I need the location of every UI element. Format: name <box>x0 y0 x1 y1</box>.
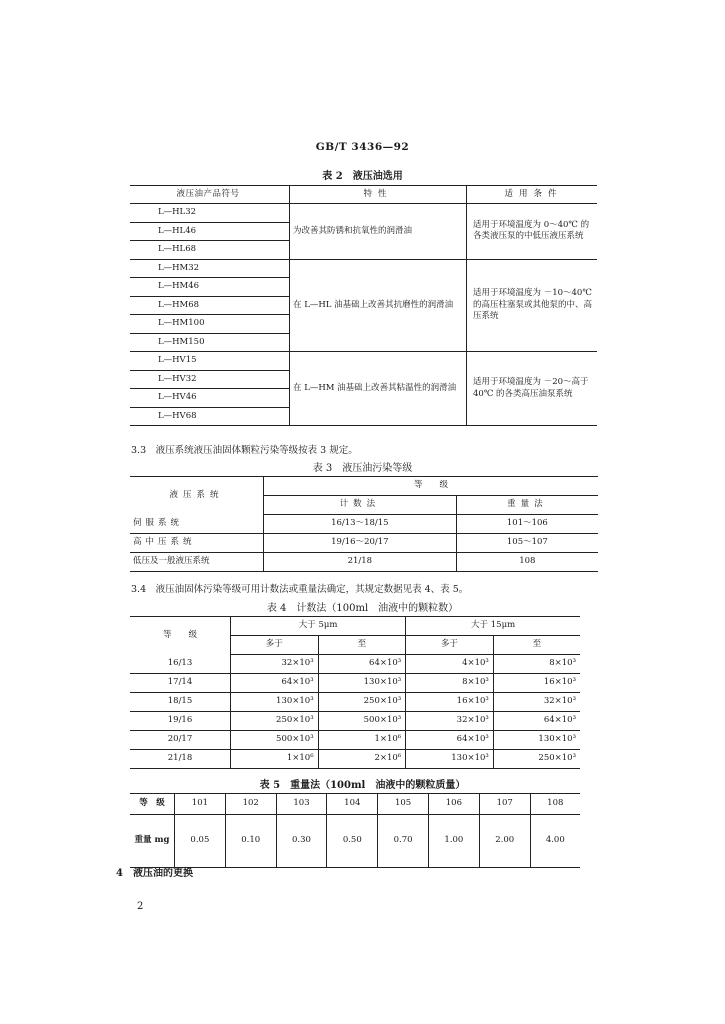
t2-property: 在 L—HM 油基础上改善其粘温性的润滑油 <box>290 352 467 426</box>
t4-cell: 32×10³ <box>406 712 494 731</box>
t4-cell: 64×10³ <box>231 674 319 693</box>
t4-level: 21/18 <box>130 750 231 769</box>
t4-col1-header: 等 级 <box>130 617 231 655</box>
t5-weight: 0.10 <box>225 815 276 868</box>
t4-sub-to: 至 <box>493 636 580 655</box>
t2-code: L—HV15 <box>130 352 290 371</box>
t5-level: 105 <box>378 794 429 815</box>
t5-weight: 0.30 <box>276 815 327 868</box>
t3-sub-weight: 重量法 <box>456 496 598 515</box>
t5-level: 102 <box>225 794 276 815</box>
t3-weight: 105～107 <box>456 534 598 553</box>
standard-header: GB/T 3436—92 <box>315 141 410 153</box>
t4-cell: 250×10³ <box>318 693 406 712</box>
t3-col1-header: 液压系统 <box>130 477 264 515</box>
t4-cell: 130×10³ <box>231 693 319 712</box>
table4-caption: 表 4 计数法（100ml 油液中的颗粒数） <box>266 603 459 614</box>
t3-system: 低压及一般液压系统 <box>130 553 264 572</box>
t5-weight: 0.70 <box>378 815 429 868</box>
t3-sub-count: 计数法 <box>264 496 457 515</box>
t5-weight: 0.05 <box>175 815 226 868</box>
t5-weight: 1.00 <box>428 815 479 868</box>
t5-level: 101 <box>175 794 226 815</box>
t5-level: 103 <box>276 794 327 815</box>
t3-system: 伺服系统 <box>130 515 264 534</box>
t2-code: L—HV68 <box>130 407 290 426</box>
t4-cell: 32×10³ <box>231 655 319 674</box>
t4-cell: 500×10³ <box>318 712 406 731</box>
t4-cell: 4×10³ <box>406 655 494 674</box>
t3-count: 19/16～20/17 <box>264 534 457 553</box>
t4-cell: 16×10³ <box>406 693 494 712</box>
table2-caption: 表 2 液压油选用 <box>322 171 403 182</box>
section-3-4: 3.4 液压油固体污染等级可用计数法或重量法确定，其规定数据见表 4、表 5。 <box>131 584 469 595</box>
t3-system: 高中压系统 <box>130 534 264 553</box>
t4-cell: 8×10³ <box>549 658 576 669</box>
t2-property: 为改善其防锈和抗氧性的润滑油 <box>290 204 467 260</box>
t2-code: L—HM46 <box>130 278 290 297</box>
t5-level: 108 <box>530 794 580 815</box>
t2-code: L—HM100 <box>130 315 290 334</box>
t4-group-5um: 大于 5μm <box>231 617 406 636</box>
t4-cell: 130×10³ <box>318 674 406 693</box>
t4-sub-to: 至 <box>318 636 406 655</box>
t2-condition: 适用于环境温度为 0～40℃ 的各类液压泵的中低压液压系统 <box>473 219 590 242</box>
t4-cell: 32×10³ <box>493 693 580 712</box>
t4-level: 18/15 <box>130 693 231 712</box>
t4-level: 19/16 <box>130 712 231 731</box>
t5-level: 107 <box>479 794 530 815</box>
t4-cell: 16×10³ <box>493 674 580 693</box>
t4-cell: 8×10³ <box>406 674 494 693</box>
t4-cell: 2×10⁶ <box>318 750 406 769</box>
t2-code: L—HM68 <box>130 296 290 315</box>
t3-group-header: 等 级 <box>264 477 599 496</box>
table5-caption: 表 5 重量法（100ml 油液中的颗粒质量） <box>259 780 466 791</box>
t4-sub-more: 多于 <box>231 636 319 655</box>
t5-weight: 4.00 <box>545 835 565 846</box>
t5-row1-label: 等 级 <box>130 794 175 815</box>
t4-cell: 1×10⁶ <box>231 750 319 769</box>
t4-cell: 64×10³ <box>493 712 580 731</box>
t2-condition: 适用于环境温度为 －10～40℃ 的高压柱塞泵或其他泵的中、高压系统 <box>467 259 598 352</box>
t4-level: 17/14 <box>130 674 231 693</box>
t2-condition: 适用于环境温度为 －20～高于 40℃ 的各类高压油泵系统 <box>467 352 598 426</box>
table3-contamination-levels <box>130 476 598 572</box>
t2-code: L—HM32 <box>130 259 290 278</box>
table5-weight-method <box>130 793 580 868</box>
t5-weight: 0.50 <box>327 815 378 868</box>
t4-cell: 250×10³ <box>493 750 580 769</box>
section-4-heading: 4 液压油的更换 <box>116 868 193 879</box>
t5-level: 106 <box>428 794 479 815</box>
t4-group-15um: 大于 15μm <box>406 617 580 636</box>
t4-cell: 250×10³ <box>231 712 319 731</box>
t4-cell: 130×10³ <box>406 750 494 769</box>
t2-code: L—HV46 <box>130 389 290 408</box>
t2-col3-header: 适用条件 <box>467 186 598 204</box>
t4-cell: 130×10³ <box>493 731 580 750</box>
t4-level: 20/17 <box>130 731 231 750</box>
t4-sub-more: 多于 <box>406 636 494 655</box>
t2-code: L—HL46 <box>130 222 290 241</box>
t4-cell: 64×10³ <box>406 731 494 750</box>
t4-cell: 500×10³ <box>231 731 319 750</box>
t5-row2-label: 重量 mg <box>130 815 175 868</box>
table3-caption: 表 3 液压油污染等级 <box>312 463 413 474</box>
t4-cell: 1×10⁶ <box>318 731 406 750</box>
t4-level: 16/13 <box>130 655 231 674</box>
t3-count: 21/18 <box>264 553 457 572</box>
t3-weight: 101～106 <box>506 518 548 529</box>
t2-code: L—HL32 <box>158 207 197 218</box>
t2-col2-header: 特性 <box>290 186 467 204</box>
t2-code: L—HV32 <box>130 370 290 389</box>
t2-code: L—HL68 <box>130 241 290 260</box>
t3-weight: 108 <box>456 553 598 572</box>
t2-property: 在 L—HL 油基础上改善其抗磨性的润滑油 <box>290 259 467 352</box>
t2-col1-header: 液压油产品符号 <box>130 186 290 204</box>
table4-count-method <box>130 616 580 769</box>
t4-cell: 64×10³ <box>318 655 406 674</box>
t2-code: L—HM150 <box>130 333 290 352</box>
table2-oil-selection <box>130 185 597 426</box>
section-3-3: 3.3 液压系统液压油固体颗粒污染等级按表 3 规定。 <box>131 445 358 456</box>
page-number: 2 <box>137 901 144 912</box>
t5-weight: 2.00 <box>479 815 530 868</box>
t5-level: 104 <box>327 794 378 815</box>
t3-count: 16/13～18/15 <box>264 515 457 534</box>
